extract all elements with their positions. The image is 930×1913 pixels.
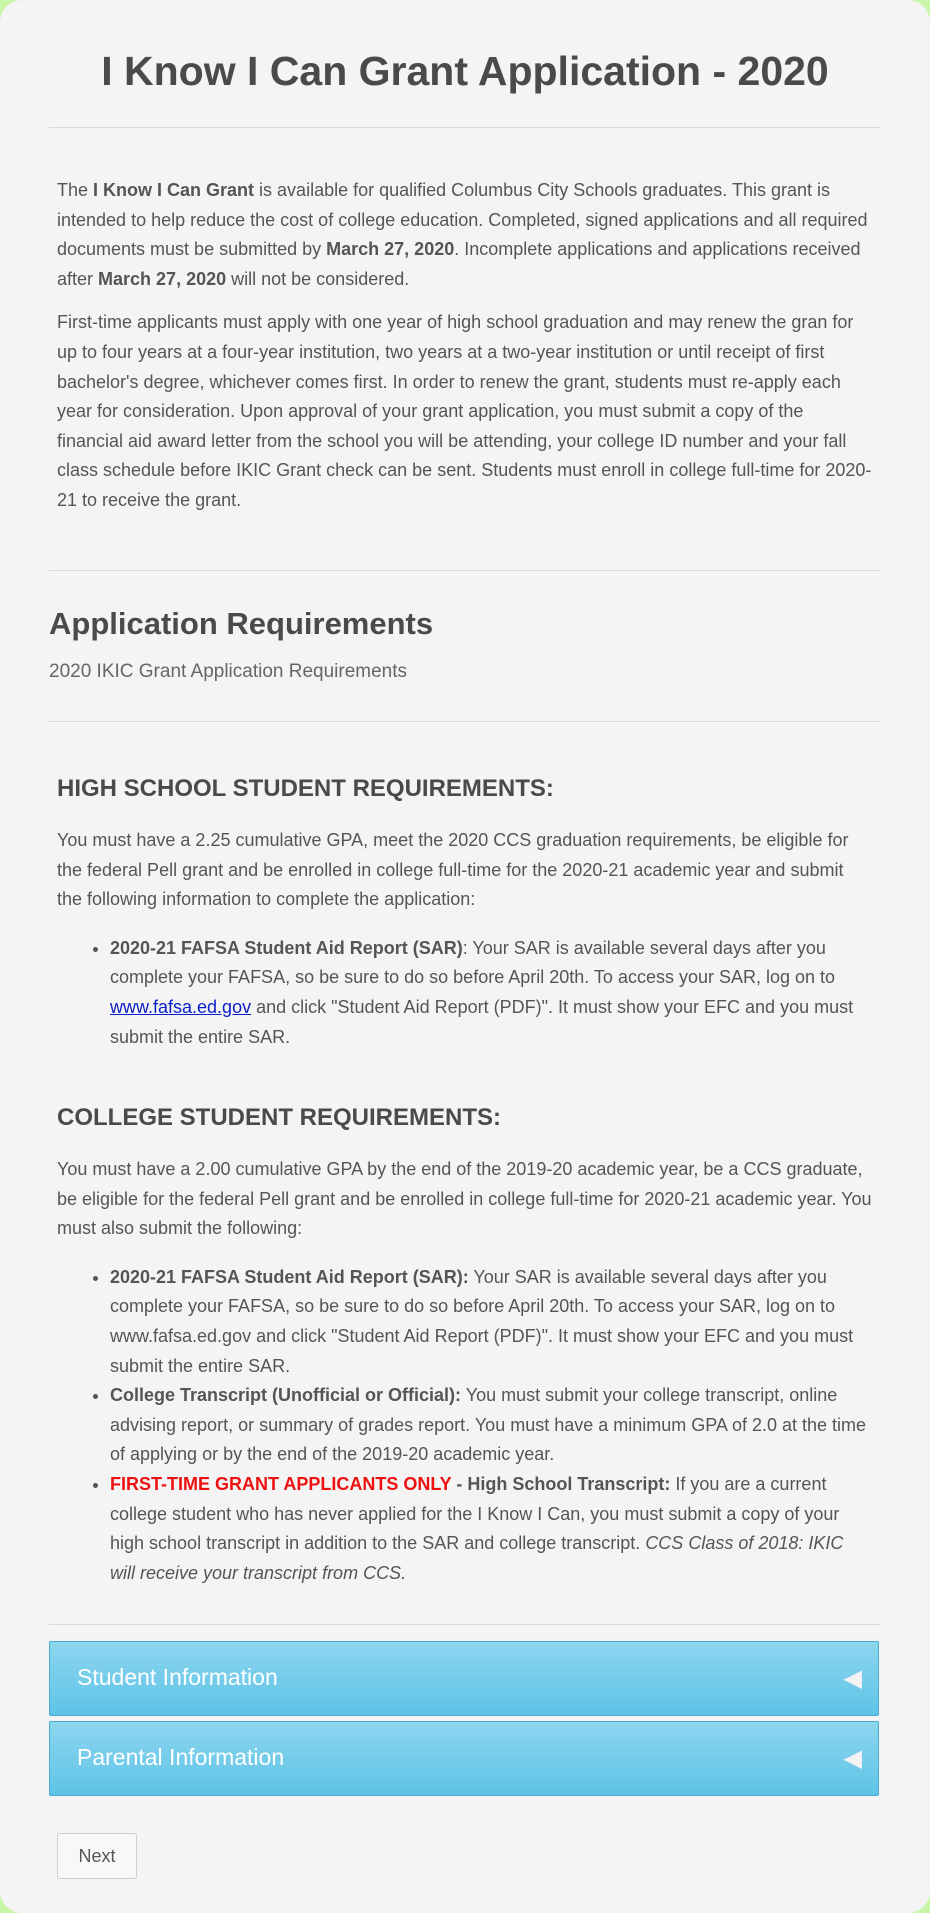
requirements-subtitle: 2020 IKIC Grant Application Requirements [49, 661, 408, 682]
divider [49, 721, 881, 722]
list-item [110, 934, 873, 1052]
list-item [110, 1263, 873, 1381]
item-text: and click "Student Aid Report (PDF)". It must show your EFC and you must submit the entire SAR. [110, 996, 854, 1047]
high-school-list [57, 934, 873, 1052]
list-item [110, 1381, 873, 1470]
intro-section [57, 176, 873, 516]
intro-paragraph-2: First-time applicants must apply with one year of high school graduation and may renew the gran for up to four years at a four-year institution, two years at a two-year institution or until receipt of first bachelor's degree, whichever comes first. In order to renew the grant, students must re-apply each year for consideration. Upon approval of your grant application, you must submit a copy of the financial aid award letter from the school you will be attending, your college ID number and your fall class schedule before IKIC Grant check can be sent. Students must enroll in college full-time for 2020-21 to receive the grant. [57, 312, 872, 510]
page-title: I Know I Can Grant Application - 2020 [101, 48, 829, 94]
requirements-heading: Application Requirements [49, 606, 434, 641]
high-school-section [57, 775, 873, 1052]
accordion-label: Student Information [77, 1664, 278, 1690]
college-heading: COLLEGE STUDENT REQUIREMENTS: [57, 1104, 502, 1131]
intro-text: is available for qualified Columbus City Schools graduates. This grant is intended to help reduce the cost of college education. Completed, signed applications and all required documents must be submitted by [57, 180, 868, 260]
item-title: College Transcript (Unofficial or Official): [110, 1385, 462, 1406]
intro-paragraph-1 [57, 176, 873, 294]
grant-name: I Know I Can Grant [93, 180, 255, 200]
college-intro: You must have a 2.00 cumulative GPA by the end of the 2019-20 academic year, be a CCS graduate, be eligible for the federal Pell grant and be enrolled in college full-time for 2020-21 academic year. You must also submit the following: [57, 1159, 872, 1239]
item-title: - High School Transcript: [451, 1473, 671, 1494]
fafsa-link[interactable]: www.fafsa.ed.gov [110, 996, 252, 1017]
divider [49, 570, 881, 571]
first-time-alert: FIRST-TIME GRANT APPLICANTS ONLY [110, 1473, 452, 1494]
accordion-student-information[interactable] [49, 1641, 879, 1716]
high-school-intro: You must have a 2.25 cumulative GPA, meet the 2020 CCS graduation requirements, be eligible for the federal Pell grant and be enrolled in college full-time for the 2020-21 academic year and submit the following information to complete the application: [57, 830, 849, 910]
item-text: You must submit your college transcript, online advising report, or summary of grades report. You must have a minimum GPA of 2.0 at the time of applying or by the end of the 2019-20 academic year. [110, 1385, 867, 1465]
high-school-heading: HIGH SCHOOL STUDENT REQUIREMENTS: [57, 775, 554, 802]
item-text: Your SAR is available several days after you complete your FAFSA, so be sure to do so before April 20th. To access your SAR, log on to www.fafsa.ed.gov and click "Student Aid Report (PDF)". It must show your EFC and you must submit the entire SAR. [110, 1266, 854, 1376]
divider [49, 1624, 881, 1625]
triangle-left-icon: ◀ [843, 1665, 862, 1692]
item-title: 2020-21 FAFSA Student Aid Report (SAR): [110, 1266, 469, 1287]
intro-text: . Incomplete applications and applications received after [57, 239, 861, 289]
college-list [57, 1263, 873, 1589]
item-text: If you are a current college student who has never applied for the I Know I Can, you must submit a copy of your high school transcript in addition to the SAR and college transcript. [110, 1473, 840, 1554]
item-title: 2020-21 FAFSA Student Aid Report (SAR) [110, 937, 463, 958]
accordion-parental-information[interactable] [49, 1721, 879, 1796]
divider [49, 127, 881, 128]
next-button[interactable]: Next [57, 1833, 137, 1879]
intro-text: will not be considered. [226, 268, 410, 289]
item-note: CCS Class of 2018: IKIC will receive your transcript from CCS. [110, 1533, 844, 1583]
triangle-left-icon: ◀ [843, 1745, 862, 1772]
deadline-date: March 27, 2020 [326, 239, 455, 260]
deadline-date: March 27, 2020 [98, 268, 227, 289]
list-item [110, 1470, 873, 1588]
accordion-label: Parental Information [77, 1744, 285, 1770]
item-text: : Your SAR is available several days after you complete your FAFSA, so be sure to do so before April 20th. To access your SAR, log on to [110, 937, 836, 988]
college-section [57, 1104, 873, 1588]
intro-text: The [57, 180, 94, 200]
